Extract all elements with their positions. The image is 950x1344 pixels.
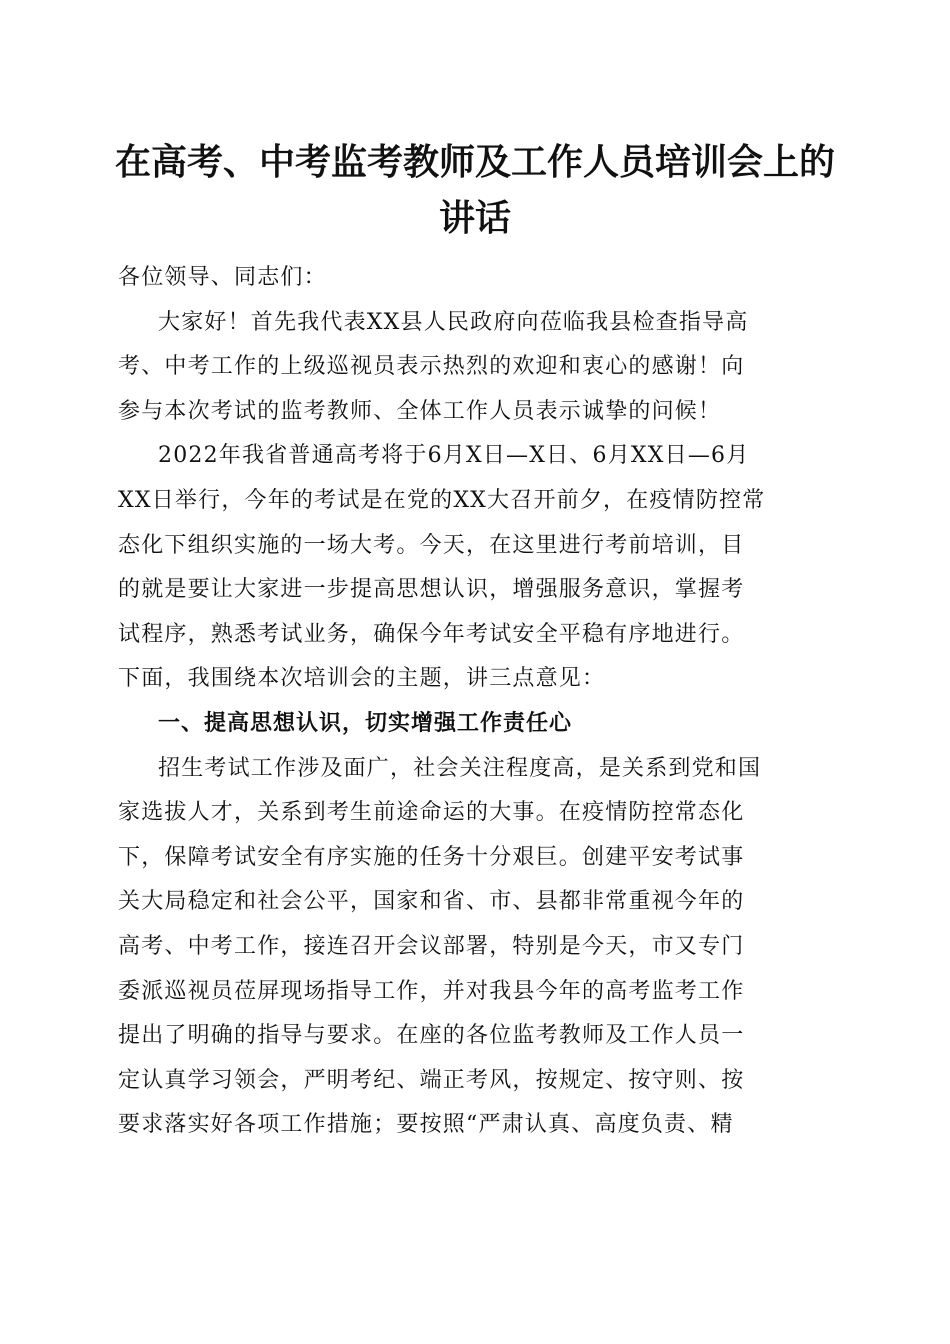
paragraph-line: 态化下组织实施的一场大考。今天，在这里进行考前培训，目 — [118, 532, 745, 558]
paragraph-line: 高考、中考工作，接连召开会议部署，特别是今天，市又专门 — [118, 933, 745, 959]
paragraph-line: 招生考试工作涉及面广，社会关注程度高，是关系到党和国 — [158, 755, 762, 781]
paragraph-line: 关大局稳定和社会公平，国家和省、市、县都非常重视今年的 — [118, 889, 745, 915]
title-line-1: 在高考、中考监考教师及工作人员培训会上的 — [114, 141, 835, 183]
section-heading: 一、提高思想认识，切实增强工作责任心 — [158, 710, 573, 736]
salutation: 各位领导、同志们： — [118, 265, 327, 290]
paragraph-line: 定认真学习领会，严明考纪、端正考风，按规定、按守则、按 — [118, 1067, 745, 1093]
paragraph-line: 大家好！首先我代表XX县人民政府向莅临我县检查指导高 — [158, 309, 749, 335]
paragraph-greeting — [118, 301, 823, 435]
paragraph-line: 2022年我省普通高考将于6月X日—X日、6月XX日—6月 — [158, 443, 750, 469]
paragraph-section-one — [118, 747, 823, 1148]
paragraph-line: 要求落实好各项工作措施；要按照“严肃认真、高度负责、精 — [118, 1112, 734, 1138]
paragraph-line: 提出了明确的指导与要求。在座的各位监考教师及工作人员一 — [118, 1023, 745, 1049]
document-body — [118, 256, 823, 1148]
paragraph-exam-schedule — [118, 434, 823, 702]
paragraph-line: 的就是要让大家进一步提高思想认识，增强服务意识，掌握考 — [118, 577, 745, 603]
paragraph-line: 委派巡视员莅屏现场指导工作，并对我县今年的高考监考工作 — [118, 978, 745, 1004]
paragraph-line: 试程序，熟悉考试业务，确保今年考试安全平稳有序地进行。 — [118, 621, 745, 647]
paragraph-line: 下面，我围绕本次培训会的主题，讲三点意见： — [118, 666, 606, 692]
paragraph-line: 家选拔人才，关系到考生前途命运的大事。在疫情防控常态化 — [118, 800, 745, 826]
paragraph-line: 下，保障考试安全有序实施的任务十分艰巨。创建平安考试事 — [118, 844, 745, 870]
paragraph-line: 考、中考工作的上级巡视员表示热烈的欢迎和衷心的感谢！向 — [118, 354, 745, 380]
title-line-2: 讲话 — [438, 197, 511, 239]
document-title — [110, 134, 840, 246]
paragraph-line: 参与本次考试的监考教师、全体工作人员表示诚挚的问候！ — [118, 398, 722, 424]
paragraph-line: XX日举行，今年的考试是在党的XX大召开前夕，在疫情防控常 — [118, 487, 766, 513]
